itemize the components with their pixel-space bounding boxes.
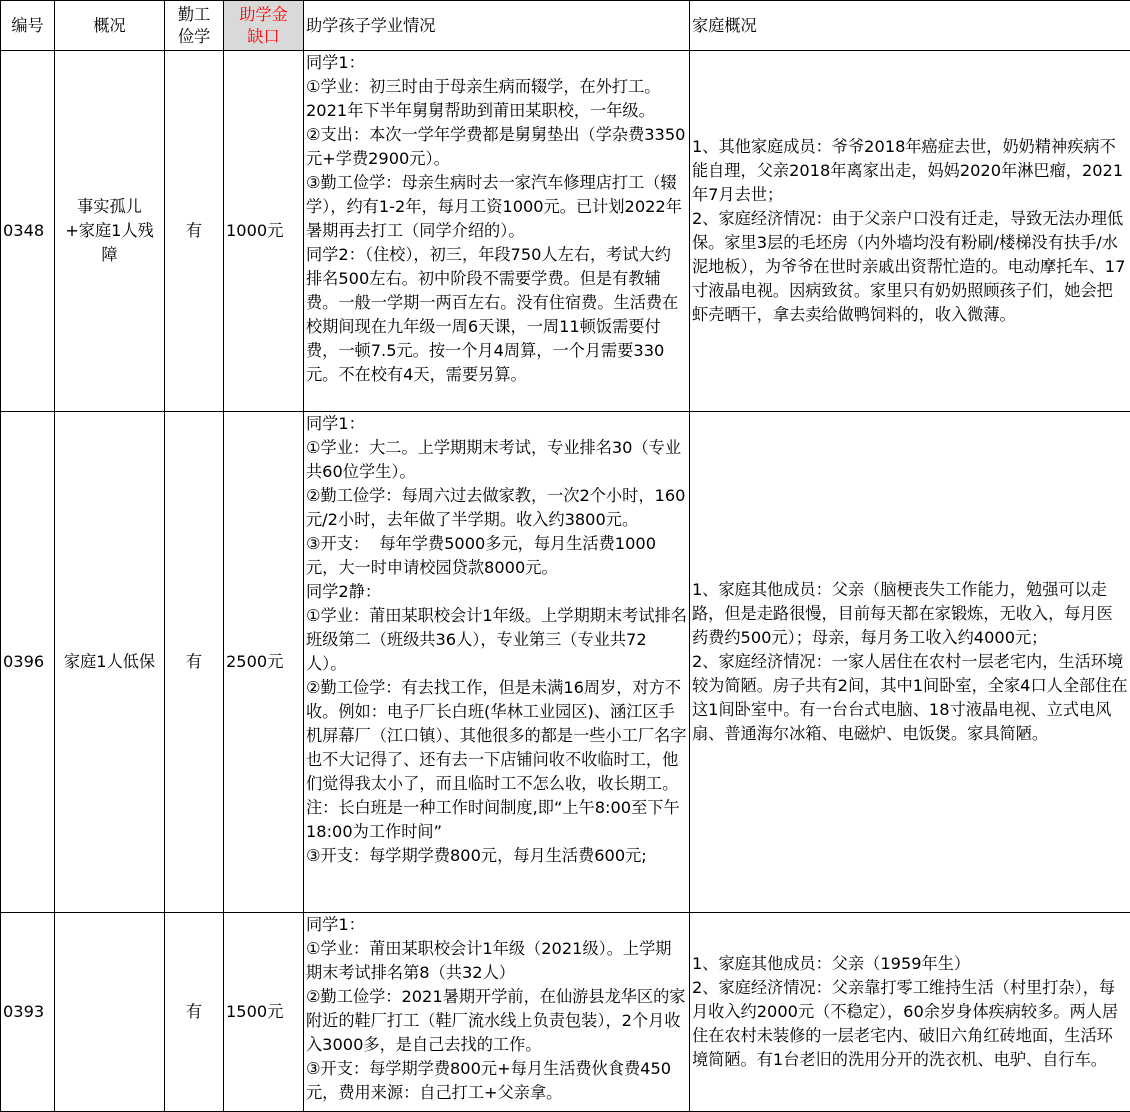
cell-study-status[interactable] [304, 51, 690, 412]
study-line: 同学2：（住校），初三，年段750人左右，考试大约排名500左右。初中阶段不需要学费。但是有教辅费。一般一学期一两百左右。没有住宿费。生活费在校期间现在九年级一周6天课，一周11顿饭需要付费，一顿7.5元。按一个月4周算，一个月需要330元。不在校有4天，需要另算。 [306, 243, 687, 387]
cell-id[interactable]: 0348 [1, 51, 55, 412]
cell-overview-text: 家庭1人低保 [57, 650, 162, 674]
study-line: ②勤工俭学：有去找工作，但是未满16周岁，对方不收。例如：电子厂长白班(华林工业园区)、涵江区手机屏幕厂（江口镇）、其他很多的都是一些小工厂名字也不大记得了、还有去一下店铺问收不收临时工，他们觉得我太小了，而且临时工不怎么收，收长期工。注：长白班是一种工作时间制度,即“上午8:00至下午18:00为工作时间” [306, 676, 687, 844]
study-line: ①学业：莆田某职校会计1年级。上学期期末考试排名班级第二（班级共36人），专业第三（专业共72人）。 [306, 604, 687, 676]
study-line: 同学1： [306, 51, 687, 75]
family-line: 1、其他家庭成员：爷爷2018年癌症去世，奶奶精神疾病不能自理，父亲2018年离家出走，妈妈2020年淋巴瘤，2021年7月去世； [692, 135, 1128, 207]
header-aid-gap-text: 助学金缺口 [238, 4, 290, 48]
table-row [1, 51, 1130, 412]
cell-aid-gap[interactable]: 2500元 [224, 412, 304, 913]
cell-work-study[interactable]: 有 [165, 412, 224, 913]
study-line: ②勤工俭学：2021暑期开学前，在仙游县龙华区的家附近的鞋厂打工（鞋厂流水线上负责包装），2个月收入3000多，是自己去找的工作。 [306, 985, 687, 1057]
cell-family-overview[interactable] [690, 412, 1130, 913]
table-row [1, 913, 1130, 1112]
cell-family-overview[interactable] [690, 913, 1130, 1112]
family-line: 2、家庭经济情况：由于父亲户口没有迁走，导致无法办理低保。家里3层的毛坯房（内外墙均没有粉刷/楼梯没有扶手/水泥地板），为爷爷在世时亲戚出资帮忙造的。电动摩托车、17寸液晶电视。因病致贫。家里只有奶奶照顾孩子们，她会把虾壳晒干，拿去卖给做鸭饲料的，收入微薄。 [692, 207, 1128, 327]
family-line: 2、家庭经济情况：一家人居住在农村一层老宅内，生活环境较为简陋。房子共有2间，其中1间卧室，全家4口人全部住在这1间卧室中。有一台台式电脑、18寸液晶电视、立式电风扇、普通海尔冰箱、电磁炉、电饭煲。家具简陋。 [692, 650, 1128, 746]
cell-overview[interactable] [55, 913, 165, 1112]
cell-aid-gap[interactable]: 1000元 [224, 51, 304, 412]
cell-family-overview[interactable] [690, 51, 1130, 412]
study-line: ②勤工俭学：每周六过去做家教，一次2个小时，160元/2小时，去年做了半学期。收入约3800元。 [306, 484, 687, 532]
study-line: ③开支： 每年学费5000多元，每月生活费1000元，大一时申请校园贷款8000元。 [306, 532, 687, 580]
cell-study-status[interactable] [304, 913, 690, 1112]
study-line: 同学1： [306, 913, 687, 937]
cell-overview-text: 事实孤儿+家庭1人残障 [57, 195, 162, 267]
study-line: ①学业：莆田某职校会计1年级（2021级）。上学期期末考试排名第8（共32人） [306, 937, 687, 985]
cell-study-status[interactable] [304, 412, 690, 913]
family-line: 1、家庭其他成员：父亲（脑梗丧失工作能力，勉强可以走路，但是走路很慢，目前每天都在家锻炼，无收入，每月医药费约500元）；母亲，每月务工收入约4000元； [692, 578, 1128, 650]
study-line: ①学业：初三时由于母亲生病而辍学，在外打工。2021年下半年舅舅帮助到莆田某职校，一年级。 [306, 75, 687, 123]
study-line: ②支出：本次一学年学费都是舅舅垫出（学杂费3350元+学费2900元）。 [306, 123, 687, 171]
study-line: 同学2静： [306, 580, 687, 604]
study-line: ③开支：每学期学费800元+每月生活费伙食费450元，费用来源：自己打工+父亲拿。 [306, 1057, 687, 1105]
header-family-overview[interactable]: 家庭概况 [690, 1, 1130, 51]
header-study-status[interactable]: 助学孩子学业情况 [304, 1, 690, 51]
header-overview[interactable]: 概况 [55, 1, 165, 51]
cell-work-study[interactable]: 有 [165, 913, 224, 1112]
header-work-study[interactable] [165, 1, 224, 51]
cell-overview[interactable] [55, 51, 165, 412]
header-aid-gap[interactable] [224, 1, 304, 51]
cell-aid-gap[interactable]: 1500元 [224, 913, 304, 1112]
header-work-study-text: 勤工俭学 [176, 4, 212, 48]
study-line: 同学1： [306, 412, 687, 436]
family-line: 1、家庭其他成员：父亲（1959年生） [692, 952, 1128, 976]
study-line: ①学业：大二。上学期期末考试，专业排名30（专业共60位学生）。 [306, 436, 687, 484]
header-row [1, 1, 1130, 51]
cell-overview[interactable] [55, 412, 165, 913]
family-line: 2、家庭经济情况：父亲靠打零工维持生活（村里打杂），每月收入约2000元（不稳定），60余岁身体疾病较多。两人居住在农村未装修的一层老宅内、破旧六角红砖地面，生活环境简陋。有1台老旧的洗用分开的洗衣机、电驴、自行车。 [692, 976, 1128, 1072]
cell-work-study[interactable]: 有 [165, 51, 224, 412]
study-line: ③勤工俭学：母亲生病时去一家汽车修理店打工（辍学），约有1-2年，每月工资1000元。已计划2022年暑期再去打工（同学介绍的）。 [306, 171, 687, 243]
cell-id[interactable]: 0396 [1, 412, 55, 913]
table-row [1, 412, 1130, 913]
cell-id[interactable]: 0393 [1, 913, 55, 1112]
header-id[interactable]: 编号 [1, 1, 55, 51]
study-line: ③开支：每学期学费800元，每月生活费600元; [306, 844, 687, 868]
